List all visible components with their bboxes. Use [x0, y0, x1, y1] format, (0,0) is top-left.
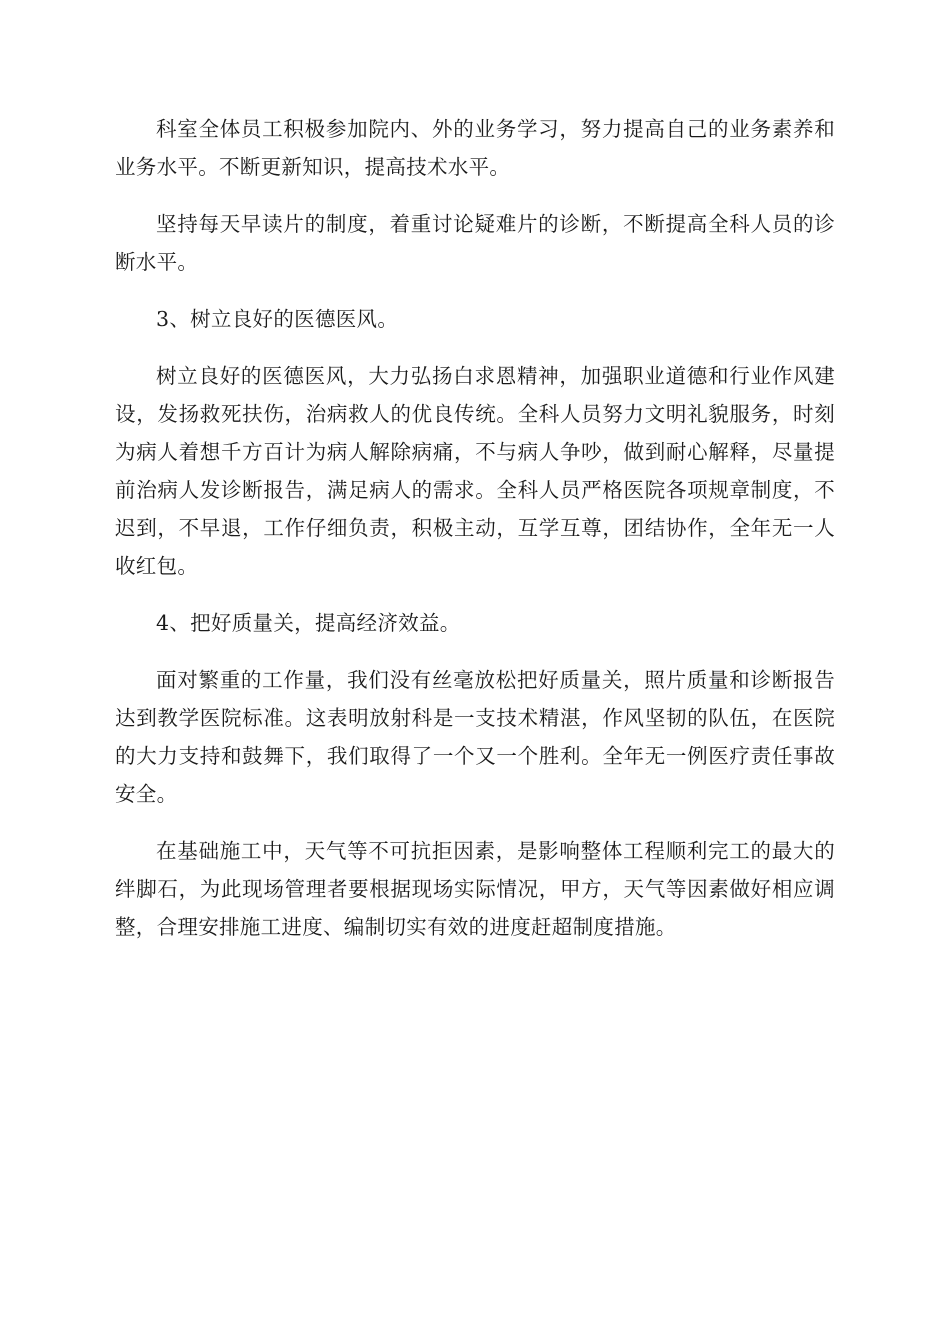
heading-quality-control: 4、把好质量关，提高经济效益。 [156, 611, 461, 635]
document-body [115, 110, 835, 965]
paragraph-medical-ethics: 树立良好的医德医风，大力弘扬白求恩精神，加强职业道德和行业作风建设，发扬救死扶伤，治病救人的优良传统。全科人员努力文明礼貌服务，时刻为病人着想千方百计为病人解除病痛，不与病人争吵，做到耐心解释，尽量提前治病人发诊断报告，满足病人的需求。全科人员严格医院各项规章制度，不迟到，不早退，工作仔细负责，积极主动，互学互尊，团结协作，全年无一人收红包。 [115, 364, 835, 578]
paragraph-construction: 在基础施工中，天气等不可抗拒因素，是影响整体工程顺利完工的最大的绊脚石，为此现场管理者要根据现场实际情况，甲方，天气等因素做好相应调整，合理安排施工进度、编制切实有效的进度赶超制度措施。 [115, 839, 835, 939]
heading-medical-ethics: 3、树立良好的医德医风。 [156, 307, 399, 331]
paragraph-film-reading: 坚持每天早读片的制度，着重讨论疑难片的诊断，不断提高全科人员的诊断水平。 [115, 212, 835, 274]
paragraph-quality-control: 面对繁重的工作量，我们没有丝毫放松把好质量关，照片质量和诊断报告达到教学医院标准。这表明放射科是一支技术精湛，作风坚韧的队伍，在医院的大力支持和鼓舞下，我们取得了一个又一个胜利。全年无一例医疗责任事故安全。 [115, 668, 835, 806]
paragraph-study: 科室全体员工积极参加院内、外的业务学习，努力提高自己的业务素养和业务水平。不断更新知识，提高技术水平。 [115, 117, 835, 179]
